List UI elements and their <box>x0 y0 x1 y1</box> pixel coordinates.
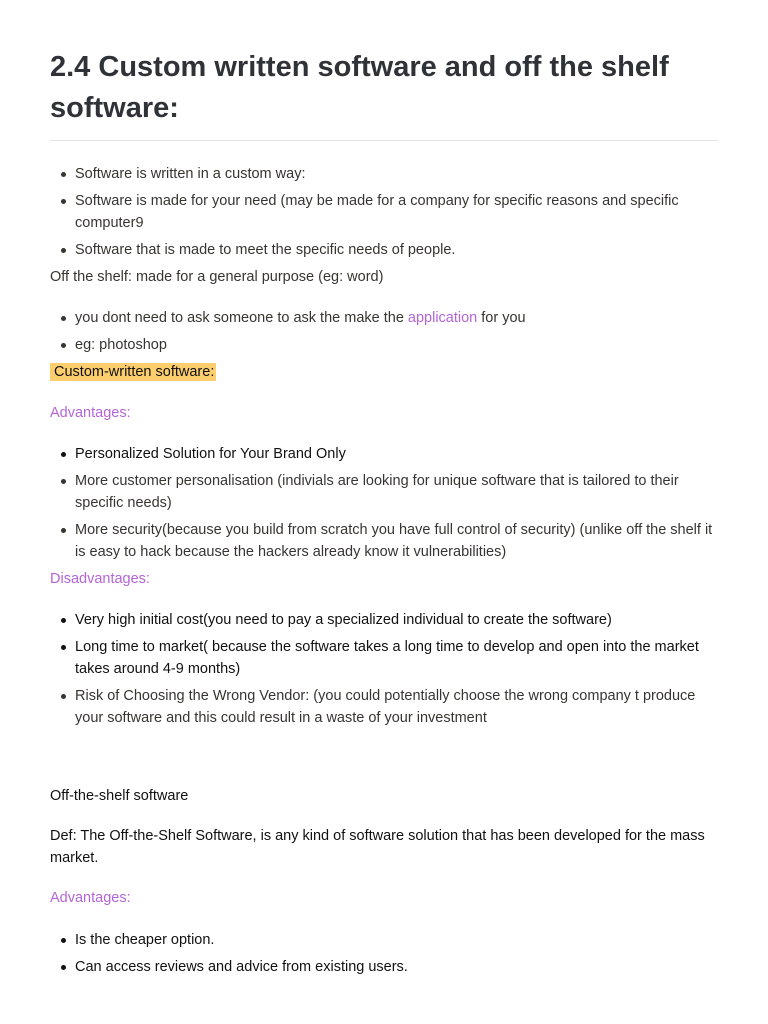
title-divider <box>50 140 718 141</box>
intro-list <box>50 163 718 261</box>
list-item: More customer personalisation (indivials are looking for unique software that is tailored to their specific needs) <box>75 470 718 514</box>
shelf-list <box>50 307 718 356</box>
custom-disadvantages-list <box>50 609 718 729</box>
list-item: Very high initial cost(you need to pay a specialized individual to create the software) <box>75 609 718 631</box>
off-the-shelf-title: Off-the-shelf software <box>50 788 189 804</box>
list-item-text: you dont need to ask someone to ask the make the <box>75 310 408 326</box>
list-item: Software is written in a custom way: <box>75 163 718 185</box>
list-item: Software that is made to meet the specific needs of people. <box>75 239 718 261</box>
list-item-text: for you <box>477 310 526 326</box>
list-item <box>75 307 718 329</box>
list-item: Long time to market( because the software takes a long time to develop and open into the market takes around 4-9 months) <box>75 636 718 680</box>
custom-advantages-heading: Advantages: <box>50 405 131 421</box>
off-the-shelf-advantages-heading: Advantages: <box>50 890 131 906</box>
custom-disadvantages-heading: Disadvantages: <box>50 571 150 587</box>
list-item: eg: photoshop <box>75 334 718 356</box>
off-the-shelf-definition: Def: The Off-the-Shelf Software, is any kind of software solution that has been developed for the mass market. <box>50 828 705 866</box>
list-item: Is the cheaper option. <box>75 929 718 951</box>
custom-label-line <box>50 361 718 383</box>
list-item: Risk of Choosing the Wrong Vendor: (you could potentially choose the wrong company t produce your software and this could result in a waste of your investment <box>75 685 718 729</box>
list-item: Personalized Solution for Your Brand Only <box>75 443 718 465</box>
off-the-shelf-advantages-list <box>50 929 718 978</box>
off-the-shelf-line: Off the shelf: made for a general purpose (eg: word) <box>50 269 384 285</box>
application-link[interactable]: application <box>407 310 478 326</box>
list-item: Software is made for your need (may be made for a company for specific reasons and specific computer9 <box>75 190 718 234</box>
list-item: More security(because you build from scratch you have full control of security) (unlike off the shelf it is easy to hack because the hackers already know it vulnerabilities) <box>75 519 718 563</box>
list-item: Can access reviews and advice from existing users. <box>75 956 718 978</box>
custom-written-label: Custom-written software: <box>50 363 216 381</box>
page-title: 2.4 Custom written software and off the shelf software: <box>50 51 669 124</box>
custom-advantages-list <box>50 443 718 563</box>
